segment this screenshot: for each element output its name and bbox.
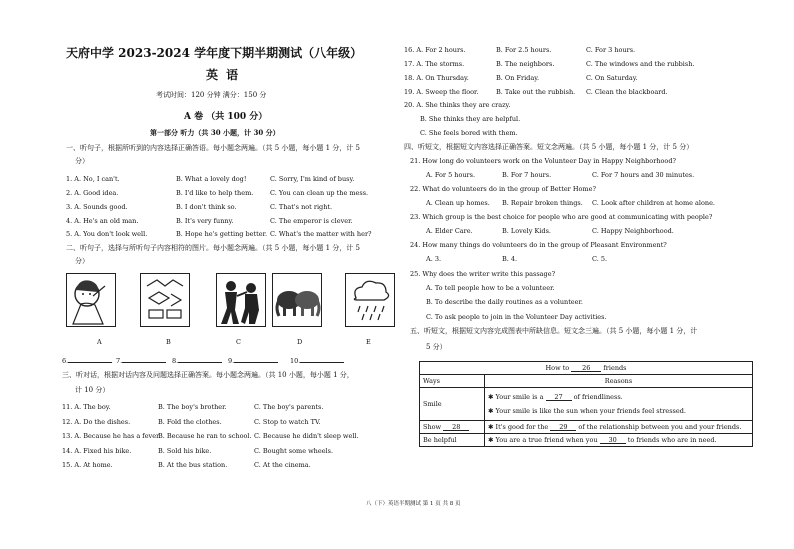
- q22-c: C. Look after children at home alone.: [592, 199, 715, 207]
- sec4-instruction: 四、听短文，根据短文内容选择正确答案。短文念两遍。（共 5 小题，每小题 1 分，计 5 分）: [404, 143, 694, 151]
- reason-smile-2-text: Your smile is like the sun when your friends feel stressed.: [495, 407, 686, 415]
- reason-smile-1-post: of friendliness.: [573, 393, 623, 401]
- q19-a: 19. A. Sweep the floor.: [404, 88, 479, 96]
- star-icon: ✱: [488, 393, 494, 401]
- q2-b: B. I'd like to help them.: [176, 189, 254, 197]
- q5-b: B. Hope he's getting better.: [176, 230, 268, 238]
- reason-helpful-pre: You are a true friend when you: [495, 436, 598, 444]
- reasons-helpful: [485, 434, 753, 447]
- q20-a: 20. A. She thinks they are crazy.: [404, 101, 511, 109]
- q4-b: B. It's very funny.: [176, 217, 234, 225]
- blank-26-number: 26: [582, 364, 591, 372]
- way-show-label: Show: [423, 423, 442, 431]
- picture-e-rain-cloud: [345, 273, 395, 327]
- picture-d-elephants: [272, 273, 322, 327]
- q18-c: C. On Saturday.: [586, 74, 638, 82]
- table-title-cell: [420, 362, 753, 375]
- blank-7-label: 7.: [116, 357, 123, 365]
- sec1-instruction-cont: 分）: [75, 157, 89, 165]
- answer-blank-8[interactable]: [172, 355, 222, 365]
- blank-8-label: 8.: [172, 357, 179, 365]
- q3-a: 3. A. Sounds good.: [66, 203, 128, 211]
- q24-a: A. 3.: [426, 255, 442, 263]
- answer-blank-6[interactable]: [62, 355, 112, 365]
- q21-question: 21. How long do volunteers work on the Volunteer Day in Happy Neighborhood?: [410, 157, 676, 165]
- sec5-instruction-cont: 5 分）: [426, 343, 447, 351]
- q1-c: C. Sorry, I'm kind of busy.: [270, 175, 355, 183]
- picture-a-sick-person: [66, 273, 116, 327]
- part1-heading: 第一部分 听力（共 30 小题，计 30 分）: [150, 128, 280, 137]
- reason-show-post: of the relationship between you and your friends.: [578, 423, 742, 431]
- friends-chart-table: [419, 361, 753, 447]
- answer-blank-7[interactable]: [116, 355, 166, 365]
- q13-a: 13. A. Because he has a fever.: [62, 432, 161, 440]
- q22-question: 22. What do volunteers do in the group of Better Home?: [410, 185, 596, 193]
- q3-c: C. That's not right.: [270, 203, 333, 211]
- blank-27[interactable]: [546, 393, 572, 401]
- table-title-pre: How to: [545, 364, 570, 372]
- q16-c: C. For 3 hours.: [586, 46, 636, 54]
- way-smile: Smile: [420, 388, 485, 421]
- q22-a: A. Clean up homes.: [426, 199, 490, 207]
- q1-a: 1. A. No, I can't.: [66, 175, 120, 183]
- q15-a: 15. A. At home.: [62, 461, 113, 469]
- col-header-ways: Ways: [420, 375, 485, 388]
- q11-b: B. The boy's brother.: [158, 403, 227, 411]
- blank-28[interactable]: [443, 423, 469, 431]
- q13-c: C. Because he didn't sleep well.: [254, 432, 359, 440]
- star-icon: ✱: [488, 436, 494, 444]
- q12-b: B. Fold the clothes.: [158, 418, 222, 426]
- pic-label-e: E: [366, 338, 371, 346]
- reason-smile-2: [488, 404, 749, 418]
- star-icon: ✱: [488, 423, 494, 431]
- q5-a: 5. A. You don't look well.: [66, 230, 148, 238]
- q4-c: C. The emperor is clever.: [270, 217, 353, 225]
- q23-b: B. Lovely Kids.: [502, 227, 551, 235]
- q12-c: C. Stop to watch TV.: [254, 418, 321, 426]
- q3-b: B. I don't think so.: [176, 203, 237, 211]
- q12-a: 12. A. Do the dishes.: [62, 418, 131, 426]
- sec2-instruction-cont: 分）: [75, 257, 89, 265]
- q22-b: B. Repair broken things.: [502, 199, 583, 207]
- paper-a-heading: A 卷 （共 100 分）: [184, 112, 268, 122]
- way-show: [420, 421, 485, 434]
- blank-26[interactable]: [571, 364, 601, 372]
- q15-c: C. At the cinema.: [254, 461, 311, 469]
- exam-info: 考试时间：120 分钟 满分：150 分: [156, 91, 267, 99]
- q25-b: B. To describe the daily routines as a volunteer.: [426, 298, 583, 306]
- sec2-instruction: 二、听句子，选择与所听句子内容相符的图片。每小题念两遍。（共 5 小题，每小题 1 分，计 5: [66, 244, 360, 252]
- blank-30[interactable]: [600, 436, 626, 444]
- blank-9-label: 9.: [228, 357, 235, 365]
- star-icon: ✱: [488, 407, 494, 415]
- sec3-instruction: 三、听对话，根据对话内容及问题选择正确答案。每小题念两遍。（共 10 小题，每小题 1 分，: [62, 371, 354, 379]
- subject-title: 英 语: [206, 68, 241, 82]
- q24-question: 24. How many things do volunteers do in the group of Pleasant Environment?: [410, 241, 667, 249]
- q23-question: 23. Which group is the best choice for people who are good at communicating with people?: [410, 213, 713, 221]
- blank-6-label: 6.: [62, 357, 69, 365]
- pic-label-a: A: [97, 338, 102, 346]
- col-header-reasons: Reasons: [485, 375, 753, 388]
- reason-smile-1-pre: Your smile is a: [495, 393, 544, 401]
- pic-label-b: B: [166, 338, 171, 346]
- blank-29-number: 29: [559, 423, 568, 431]
- blank-10-label: 10.: [290, 357, 301, 365]
- q25-c: C. To ask people to join in the Volunteer Day activities.: [426, 313, 607, 321]
- q4-a: 4. A. He's an old man.: [66, 217, 139, 225]
- pic-label-d: D: [297, 338, 303, 346]
- exam-title: 天府中学 2023-2024 学年度下期半期测试（八年级）: [66, 46, 363, 60]
- q11-a: 11. A. The boy.: [62, 403, 111, 411]
- page-footer: 八（下）英语半期测试 第 1 页 共 8 页: [366, 501, 461, 507]
- picture-c-people-arguing: [216, 273, 266, 327]
- reason-show-pre: It's good for the: [495, 423, 549, 431]
- q5-c: C. What's the matter with her?: [270, 230, 372, 238]
- q24-c: C. 5.: [592, 255, 608, 263]
- q14-b: B. Sold his bike.: [158, 447, 212, 455]
- q25-question: 25. Why does the writer write this passage?: [410, 270, 556, 278]
- q24-b: B. 4.: [502, 255, 518, 263]
- table-title-post: friends: [603, 364, 627, 372]
- q13-b: B. Because he ran to school.: [158, 432, 252, 440]
- q20-c: C. She feels bored with them.: [420, 129, 518, 137]
- blank-29[interactable]: [550, 423, 576, 431]
- pic-label-c: C: [236, 338, 241, 346]
- q14-c: C. Bought some wheels.: [254, 447, 334, 455]
- q1-b: B. What a lovely dog!: [176, 175, 247, 183]
- picture-b-folded-clothes: [140, 273, 190, 327]
- q19-b: B. Take out the rubbish.: [496, 88, 576, 96]
- q20-b: B. She thinks they are helpful.: [420, 115, 521, 123]
- way-helpful: Be helpful: [420, 434, 485, 447]
- sec5-instruction: 五、听短文，根据短文内容完成图表中所缺信息。短文念三遍。（共 5 小题，每小题 1 分，计: [410, 327, 698, 335]
- q21-c: C. For 7 hours and 30 minutes.: [592, 171, 695, 179]
- q17-b: B. The neighbors.: [496, 60, 555, 68]
- q21-b: B. For 7 hours.: [502, 171, 552, 179]
- q23-c: C. Happy Neighborhood.: [592, 227, 674, 235]
- reasons-smile: [485, 388, 753, 421]
- q11-c: C. The boy's parents.: [254, 403, 324, 411]
- reasons-show: [485, 421, 753, 434]
- q16-b: B. For 2.5 hours.: [496, 46, 552, 54]
- q23-a: A. Elder Care.: [426, 227, 473, 235]
- q16-a: 16. A. For 2 hours.: [404, 46, 466, 54]
- sec3-instruction-cont: 计 10 分）: [75, 386, 110, 394]
- blank-28-number: 28: [452, 423, 461, 431]
- q17-c: C. The windows and the rubbish.: [586, 60, 695, 68]
- q25-a: A. To tell people how to be a volunteer.: [426, 284, 555, 292]
- blank-30-number: 30: [608, 436, 617, 444]
- reason-smile-1: [488, 390, 749, 404]
- q2-c: C. You can clean up the mess.: [270, 189, 369, 197]
- q21-a: A. For 5 hours.: [426, 171, 476, 179]
- q15-b: B. At the bus station.: [158, 461, 228, 469]
- answer-blank-10[interactable]: [290, 355, 344, 365]
- q18-b: B. On Friday.: [496, 74, 540, 82]
- sec1-instruction: 一、听句子，根据所听到的内容选择正确答语。每小题念两遍。（共 5 小题，每小题 1 分，计 5: [66, 144, 360, 152]
- q18-a: 18. A. On Thursday.: [404, 74, 469, 82]
- q19-c: C. Clean the blackboard.: [586, 88, 668, 96]
- q17-a: 17. A. The storms.: [404, 60, 465, 68]
- q2-a: 2. A. Good idea.: [66, 189, 119, 197]
- reason-helpful-post: to friends who are in need.: [627, 436, 717, 444]
- answer-blank-9[interactable]: [228, 355, 278, 365]
- q14-a: 14. A. Fixed his bike.: [62, 447, 132, 455]
- blank-27-number: 27: [554, 393, 563, 401]
